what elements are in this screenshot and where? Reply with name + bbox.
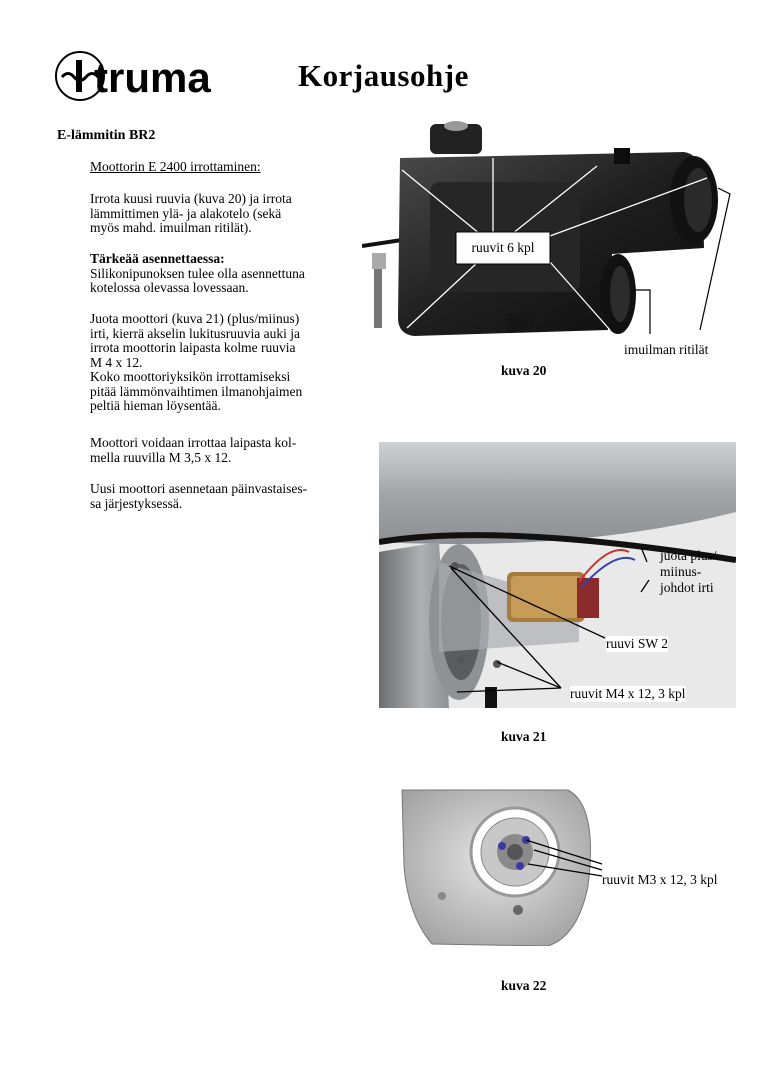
text-line: irti, kierrä akselin lukitusruuvia auki ja bbox=[90, 325, 300, 341]
text-line: pitää lämmönvaihtimen ilmanohjaimen bbox=[90, 383, 303, 399]
body-heading bbox=[90, 160, 350, 175]
label-line: juota plus/ bbox=[660, 548, 717, 563]
text-line: sa järjestyksessä. bbox=[90, 495, 183, 511]
m3-leaders bbox=[520, 830, 610, 890]
text-line: mella ruuvilla M 3,5 x 12. bbox=[90, 449, 232, 465]
text-line: kotelossa olevassa lovessaan. bbox=[90, 280, 249, 295]
body-heading-text: Moottorin E 2400 irrottaminen: bbox=[90, 159, 261, 174]
paragraph-2 bbox=[90, 312, 350, 414]
text-line: Koko moottoriyksikön irrottamiseksi bbox=[90, 369, 291, 384]
text-line: Irrota kuusi ruuvia (kuva 20) ja irrota bbox=[90, 191, 292, 206]
label-solder-wires bbox=[660, 548, 717, 596]
caption-kuva-21: kuva 21 bbox=[501, 729, 547, 744]
text-line: Moottori voidaan irrottaa laipasta kol- bbox=[90, 435, 297, 450]
label-line: johdot irti bbox=[660, 580, 714, 595]
text-line: peltiä hieman löysentää. bbox=[90, 398, 221, 413]
text-line: irrota moottorin laipasta kolme ruuvia bbox=[90, 340, 296, 355]
label-screws-6-text: ruuvit 6 kpl bbox=[471, 240, 535, 255]
paragraph-1 bbox=[90, 192, 350, 236]
page-title: Korjausohje bbox=[298, 58, 469, 93]
label-line: miinus- bbox=[660, 564, 702, 579]
important-note bbox=[90, 252, 350, 296]
caption-kuva-22: kuva 22 bbox=[501, 978, 547, 993]
label-screws-m3: ruuvit M3 x 12, 3 kpl bbox=[602, 872, 718, 887]
logo-text: truma bbox=[94, 54, 211, 101]
paragraph-4 bbox=[90, 482, 350, 511]
label-screw-sw2: ruuvi SW 2 bbox=[606, 636, 669, 651]
text-line: myös mahd. imuilman ritilät). bbox=[90, 220, 252, 235]
caption-kuva-20: kuva 20 bbox=[501, 363, 547, 378]
label-screws-6 bbox=[456, 232, 550, 264]
label-intake-grilles: imuilman ritilät bbox=[624, 342, 709, 357]
text-line: Silikonipunoksen tulee olla asennettuna bbox=[90, 265, 305, 281]
text-line: lämmittimen ylä- ja alakotelo (sekä bbox=[90, 205, 282, 221]
grille-leaders bbox=[600, 180, 760, 340]
text-line: M 4 x 12. bbox=[90, 354, 143, 370]
paragraph-3 bbox=[90, 436, 350, 465]
truma-logo bbox=[54, 50, 234, 102]
text-line: Uusi moottori asennetaan päinvastaises- bbox=[90, 481, 308, 496]
label-screws-m4: ruuvit M4 x 12, 3 kpl bbox=[570, 686, 686, 701]
text-line: Juota moottori (kuva 21) (plus/miinus) bbox=[90, 311, 300, 326]
section-title: E-lämmitin BR2 bbox=[57, 128, 156, 143]
important-title: Tärkeää asennettaessa: bbox=[90, 251, 225, 266]
